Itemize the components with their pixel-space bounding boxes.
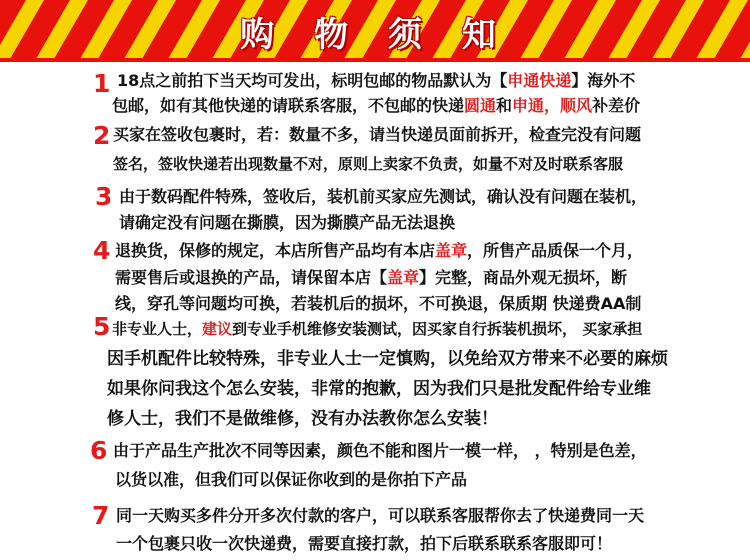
rule-text: 同一天购买多件分开多次付款的客户，可以联系客服帮你去了快递费同一天 <box>116 506 645 525</box>
rule-text: 包邮，如有其他快递的请联系客服，不包邮的快递 <box>112 96 465 115</box>
highlight-text: 申通快递 <box>507 71 572 90</box>
rule-5-line-4 <box>107 408 498 430</box>
rule-number-6: 6 <box>90 436 108 465</box>
rule-7-line-1 <box>116 505 644 527</box>
rule-text: 】完整，商品外观无损坏，断 <box>419 268 628 287</box>
rule-4-line-2 <box>115 267 627 289</box>
rule-4-line-3 <box>115 293 641 315</box>
rule-1-line-2 <box>112 95 640 117</box>
rule-text: 由于数码配件特殊，签收后，装机前买家应先测试，确认没有问题在装机， <box>119 187 648 206</box>
highlight-text: 申通，顺风 <box>512 96 593 115</box>
rule-text: 非专业人士， <box>112 320 203 338</box>
rule-6-line-1 <box>113 440 647 462</box>
rule-number-7: 7 <box>92 501 110 530</box>
highlight-text: 圆通 <box>464 96 497 115</box>
rule-number-4: 4 <box>93 236 111 265</box>
rule-text: 签名，签收快递若出现数量不对，原则上卖家不负责，如量不对及时联系客服 <box>113 155 624 173</box>
rule-text: 由于产品生产批次不同等因素，颜色不能和图片一模一样， ，特别是色差， <box>113 441 647 460</box>
rule-number-5: 5 <box>93 312 111 341</box>
rule-5-line-1 <box>112 318 642 340</box>
rule-text: 如果你问我这个怎么安装，非常的抱歉，因为我们只是批发配件给专业维 <box>107 379 651 399</box>
rule-3-line-2 <box>119 212 455 234</box>
rule-2-line-1 <box>113 124 641 146</box>
rule-number-2: 2 <box>93 121 111 150</box>
rule-1-line-1 <box>117 70 635 92</box>
rule-text: 修人士，我们不是做维修，没有办法教你怎么安装！ <box>107 409 498 429</box>
rule-text: 买家在签收包裹时，若：数量不多，请当快递员面前拆开，检查完没有问题 <box>113 125 642 144</box>
rule-number-1: 1 <box>93 69 111 98</box>
rule-text: 到专业手机维修安装测试，因买家自行拆装机损坏， 买家承担 <box>232 320 643 338</box>
rule-text: 18点之前拍下当天均可发出，标明包邮的物品默认为【 <box>117 71 508 90</box>
rule-text: 线，穿孔等问题均可换，若装机后的损坏，不可换退，保质期 快递费AA制 <box>115 294 642 313</box>
rule-text: 请确定没有问题在撕膜，因为撕膜产品无法退换 <box>119 213 456 232</box>
rule-3-line-1 <box>119 186 647 208</box>
rule-text: 一个包裹只收一次快递费，需要直接打款，拍下后联系联系客服即可！ <box>116 534 613 553</box>
highlight-text: 盖章 <box>435 241 468 260</box>
rule-4-line-1 <box>115 240 643 262</box>
page-title: 购 物 须 知 <box>240 14 510 55</box>
rule-text: 因手机配件比较特殊，非专业人士一定慎购，以免给双方带来不必要的麻烦 <box>107 349 668 369</box>
rule-text: 需要售后或退换的产品，请保留本店【 <box>115 268 388 287</box>
rule-text: ，所售产品质保一个月， <box>467 241 644 260</box>
header-banner <box>0 0 750 62</box>
rule-text: 和 <box>496 96 513 115</box>
rule-6-line-2 <box>115 469 467 491</box>
rule-text: 补差价 <box>592 96 641 115</box>
rule-2-line-2 <box>113 153 623 175</box>
highlight-text: 盖章 <box>387 268 420 287</box>
rule-number-3: 3 <box>95 182 113 211</box>
rule-5-line-2 <box>107 348 668 370</box>
rule-text: 退换货，保修的规定，本店所售产品均有本店 <box>115 241 436 260</box>
rule-text: 】海外不 <box>571 71 636 90</box>
highlight-text: 建议 <box>202 320 233 338</box>
rule-5-line-3 <box>107 378 651 400</box>
rule-text: 以货以准，但我们可以保证你收到的是你拍下产品 <box>115 470 468 489</box>
rule-7-line-2 <box>116 533 612 555</box>
